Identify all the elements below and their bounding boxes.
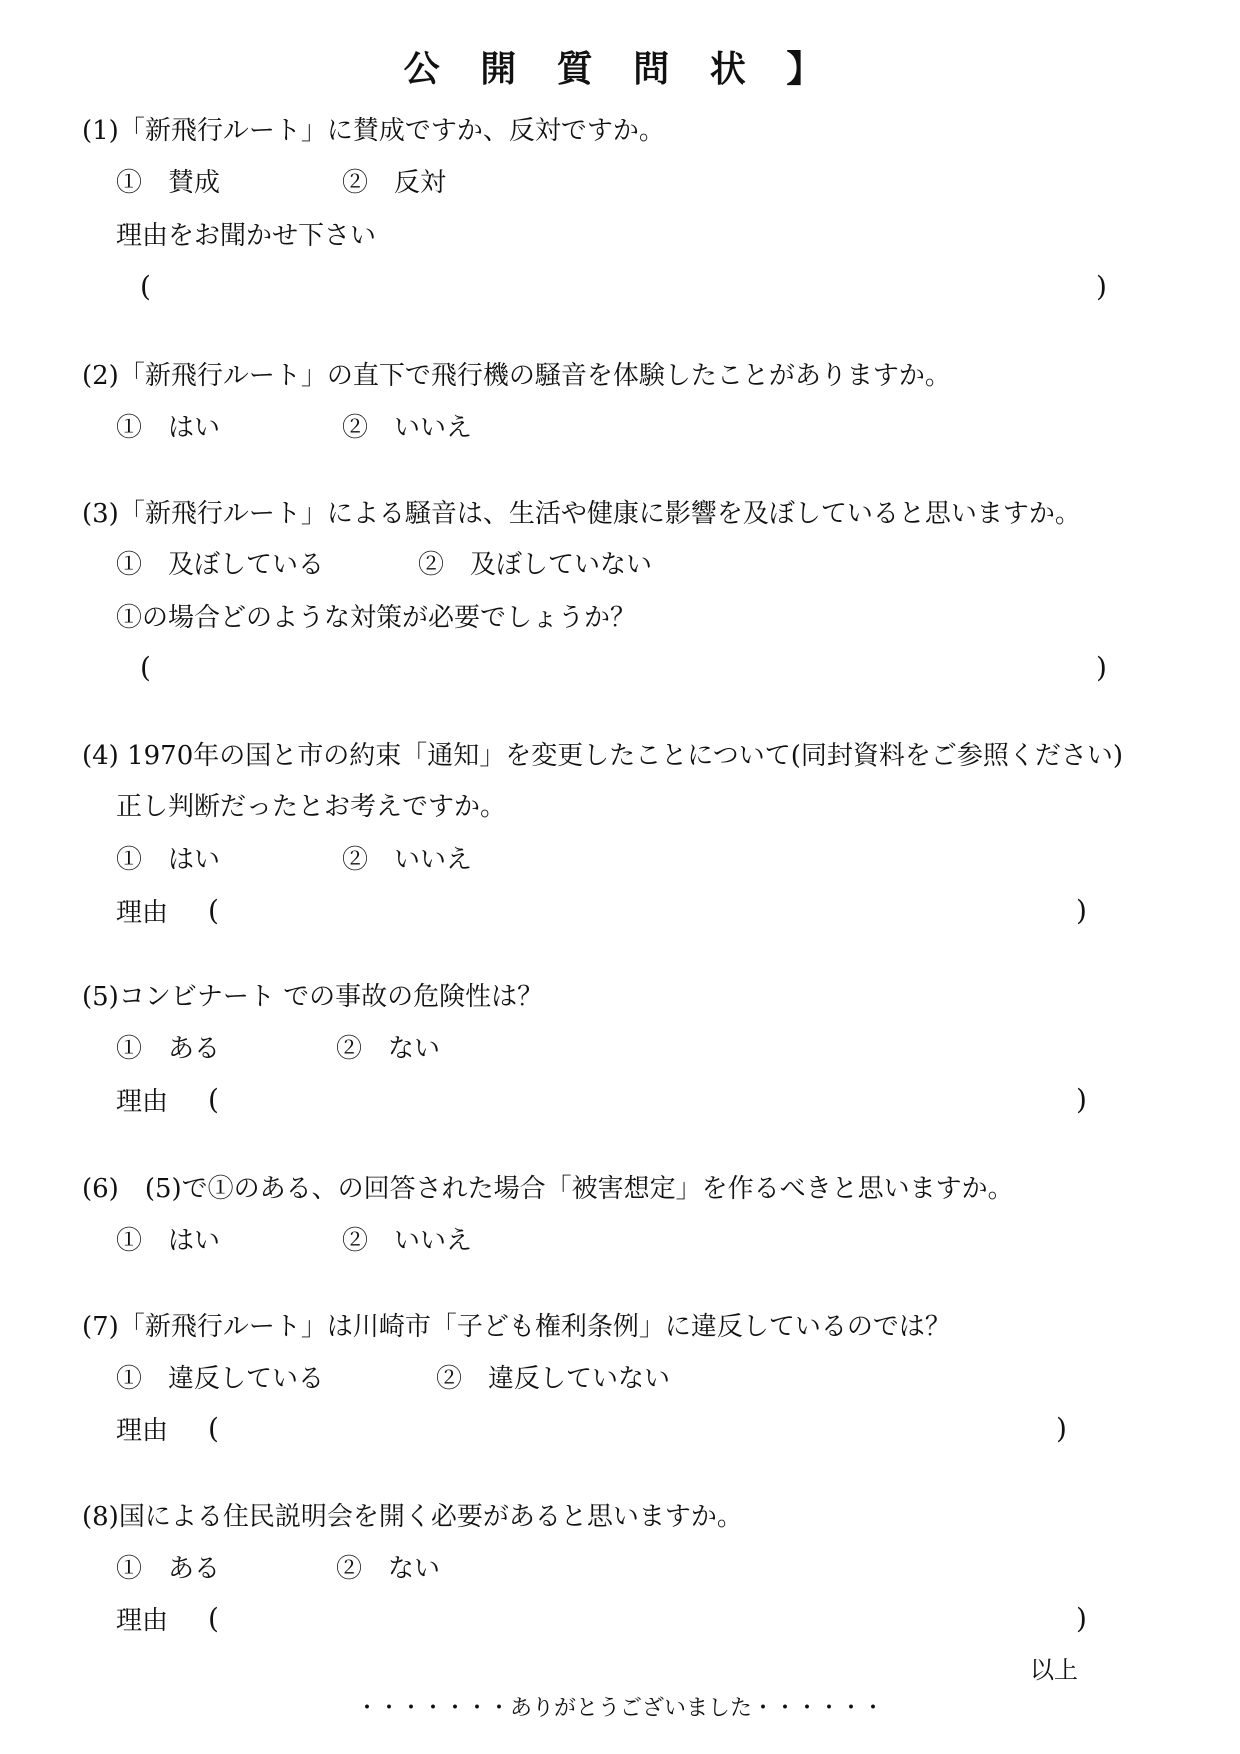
question-7-option-2[interactable]: ② 違反していない (436, 1364, 671, 1394)
question-4-text: (4) 1970年の国と市の約束「通知」を変更したことについて(同封資料をご参照ください) (82, 741, 1124, 771)
question-6-option-1[interactable]: ① はい (116, 1226, 221, 1256)
question-8-reason-open-paren: ( (208, 1602, 219, 1635)
question-8-text: (8)国による住民説明会を開く必要があると思いますか。 (82, 1502, 743, 1532)
question-8-reason-close-paren: ) (1076, 1602, 1087, 1635)
document-title: 公 開 質 問 状 】 (403, 49, 837, 90)
question-8-option-1[interactable]: ① ある (116, 1554, 221, 1584)
question-6-option-2[interactable]: ② いいえ (342, 1226, 473, 1256)
thanks-line: ・・・・・・・ありがとうございました・・・・・・ (355, 1696, 884, 1721)
question-5-text: (5)コンビナート での事故の危険性は？ (82, 982, 544, 1012)
question-3-answer-open-paren: ( (140, 651, 151, 684)
question-5-option-1[interactable]: ① ある (116, 1034, 221, 1064)
question-2-option-2[interactable]: ② いいえ (342, 413, 473, 443)
question-8-reason-label: 理由 (116, 1606, 169, 1636)
question-3-option-2[interactable]: ② 及ぼしていない (418, 550, 653, 580)
question-4-reason-close-paren: ) (1076, 894, 1087, 927)
question-3-answer-close-paren: ) (1096, 651, 1107, 684)
question-5-reason-label: 理由 (116, 1087, 169, 1117)
question-2-text: (2)「新飛行ルート」の直下で飛行機の騒音を体験したことがありますか。 (82, 361, 951, 391)
question-7-text: (7)「新飛行ルート」は川崎市「子ども権利条例」に違反しているのでは？ (82, 1312, 951, 1342)
question-1-reason-prompt: 理由をお聞かせ下さい (116, 221, 377, 251)
question-3-followup-prompt: ①の場合どのような対策が必要でしょうか？ (116, 603, 637, 633)
question-5-reason-close-paren: ) (1076, 1083, 1087, 1116)
question-4-reason-label: 理由 (116, 898, 169, 928)
question-7-reason-label: 理由 (116, 1416, 169, 1446)
question-2-option-1[interactable]: ① はい (116, 413, 221, 443)
question-4-reason-open-paren: ( (208, 894, 219, 927)
question-7-reason-close-paren: ) (1056, 1412, 1067, 1445)
question-1-text: (1)「新飛行ルート」に賛成ですか、反対ですか。 (82, 116, 665, 146)
question-1-answer-close-paren: ) (1096, 270, 1107, 303)
question-7-reason-open-paren: ( (208, 1412, 219, 1445)
closing-mark: 以上 (1030, 1656, 1078, 1684)
question-4-option-2[interactable]: ② いいえ (342, 845, 473, 875)
question-1-answer-open-paren: ( (140, 270, 151, 303)
question-5-option-2[interactable]: ② ない (336, 1034, 441, 1064)
question-1-option-1[interactable]: ① 賛成 (116, 168, 221, 198)
question-1-option-2[interactable]: ② 反対 (342, 168, 447, 198)
question-3-text: (3)「新飛行ルート」による騒音は、生活や健康に影響を及ぼしていると思いますか。 (82, 499, 1081, 529)
question-7-option-1[interactable]: ① 違反している (116, 1364, 325, 1394)
question-4-text-line-2: 正し判断だったとお考えですか。 (116, 792, 507, 822)
question-3-option-1[interactable]: ① 及ぼしている (116, 550, 325, 580)
question-4-option-1[interactable]: ① はい (116, 845, 221, 875)
question-5-reason-open-paren: ( (208, 1083, 219, 1116)
question-6-text: (6) (5)で①のある、の回答された場合「被害想定」を作るべきと思いますか。 (82, 1174, 1014, 1204)
question-8-option-2[interactable]: ② ない (336, 1554, 441, 1584)
